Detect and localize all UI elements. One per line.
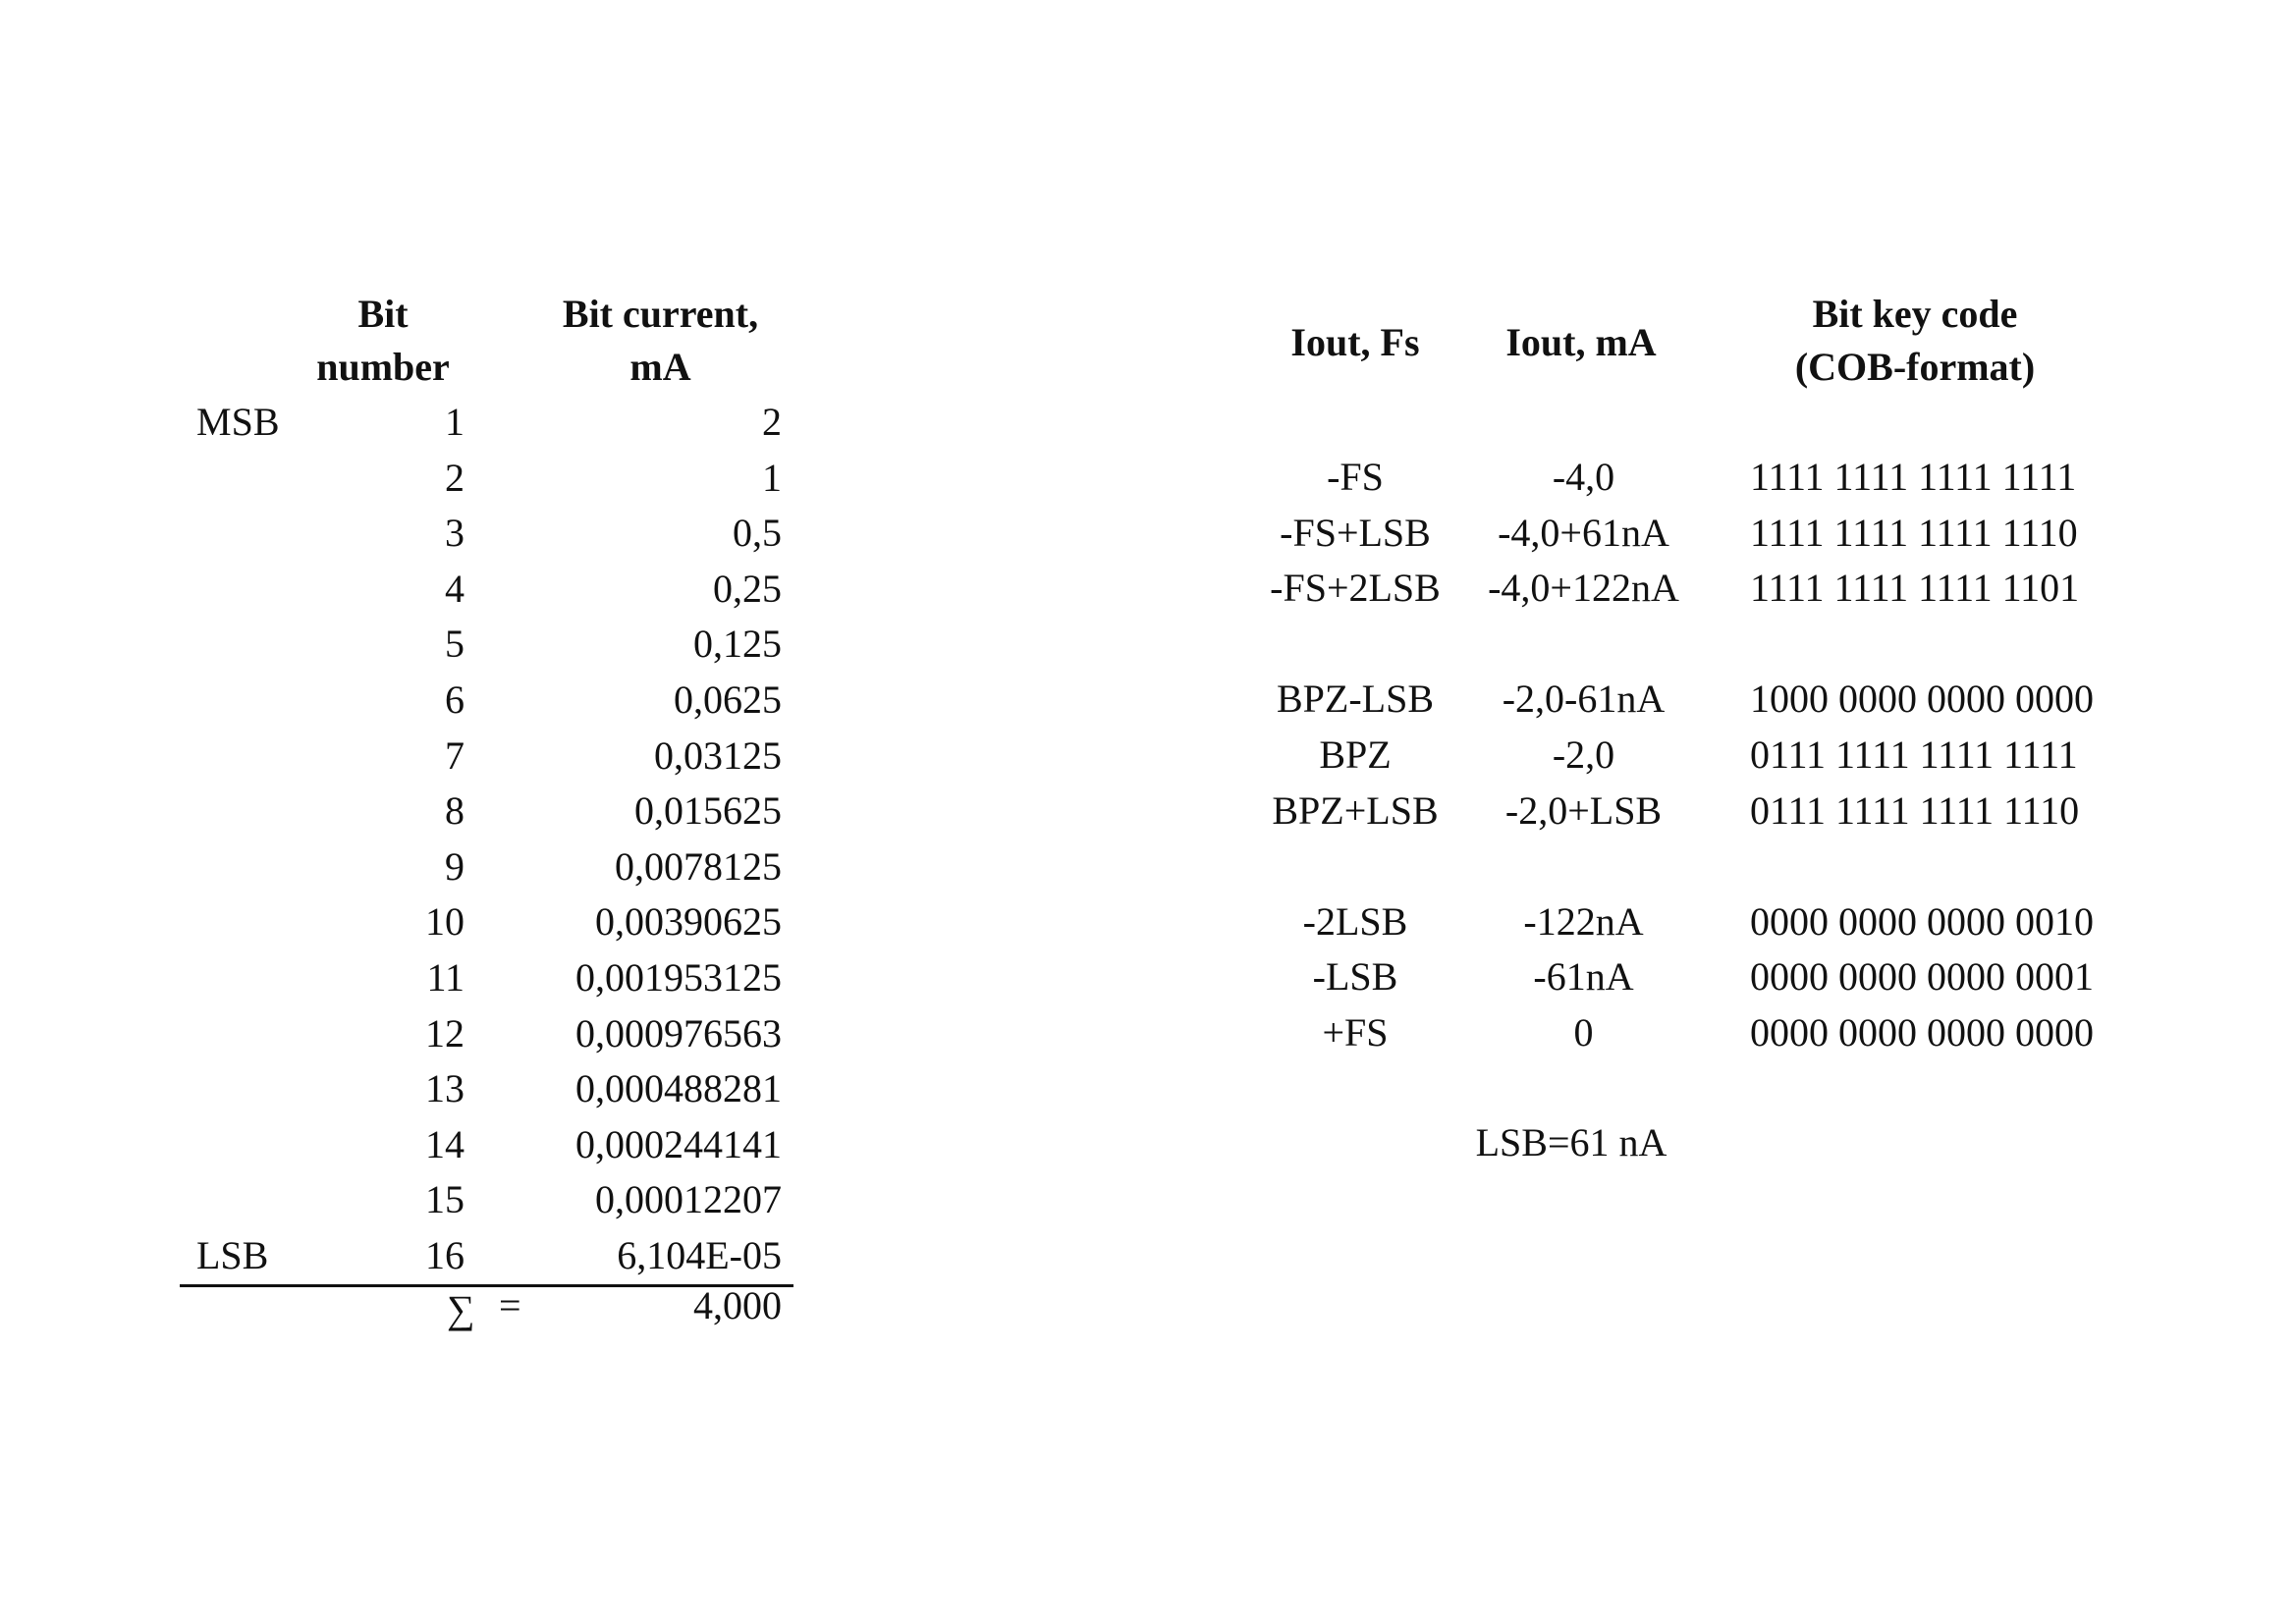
bit-current: 0,000976563 — [575, 1011, 782, 1056]
bit-number: 14 — [425, 1122, 465, 1166]
header-bit-number-line1: Bit — [357, 292, 409, 336]
bit-number: 2 — [445, 456, 465, 500]
bit-current: 0,015625 — [634, 788, 782, 833]
bit-current: 6,104E-05 — [617, 1233, 782, 1277]
bit-current: 0,0078125 — [615, 844, 782, 889]
sum-equals: = — [499, 1283, 521, 1327]
bit-number: 15 — [425, 1177, 465, 1221]
bit-number: 11 — [426, 955, 465, 1000]
bit-current: 0,000488281 — [575, 1066, 782, 1110]
bit-number: 1 — [445, 400, 465, 444]
bit-current: 0,5 — [733, 511, 782, 555]
iout-ma-cell: -4,0+122nA — [1488, 566, 1679, 610]
header-bit-number-line2: number — [316, 345, 450, 389]
bit-number: 13 — [425, 1066, 465, 1110]
iout-fs-cell: BPZ — [1319, 732, 1392, 777]
bit-number: 6 — [445, 677, 465, 722]
bit-number: 8 — [445, 788, 465, 833]
bit-current: 1 — [762, 456, 782, 500]
bit-current: 0,000244141 — [575, 1122, 782, 1166]
bit-current: 0,25 — [713, 567, 782, 611]
iout-fs-cell: -FS+LSB — [1280, 511, 1431, 555]
header-bit-key-code-line2: (COB-format) — [1794, 345, 2036, 389]
sum-symbol: ∑ — [447, 1287, 475, 1331]
sum-value: 4,000 — [693, 1283, 782, 1327]
header-bit-current-line1: Bit current, — [562, 292, 759, 336]
bit-key-code-cell: 0111 1111 1111 1111 — [1750, 732, 2078, 777]
lsb-note: LSB=61 nA — [1475, 1120, 1667, 1164]
iout-fs-cell: -FS+2LSB — [1270, 566, 1441, 610]
bit-marker: MSB — [196, 400, 280, 444]
iout-fs-cell: BPZ-LSB — [1276, 677, 1435, 721]
bit-number: 7 — [445, 733, 465, 778]
iout-ma-cell: -4,0 — [1552, 455, 1615, 499]
bit-number: 5 — [445, 622, 465, 666]
bit-current: 2 — [762, 400, 782, 444]
iout-fs-cell: BPZ+LSB — [1272, 788, 1439, 833]
bit-current: 0,125 — [693, 622, 782, 666]
iout-ma-cell: -4,0+61nA — [1498, 511, 1669, 555]
bit-current: 0,0625 — [674, 677, 782, 722]
bit-key-code-cell: 0111 1111 1111 1110 — [1750, 788, 2080, 833]
bit-key-code-cell: 1000 0000 0000 0000 — [1750, 677, 2094, 721]
iout-ma-cell: -2,0 — [1552, 732, 1615, 777]
bit-current: 0,00012207 — [595, 1177, 782, 1221]
iout-ma-cell: -2,0-61nA — [1502, 677, 1666, 721]
iout-ma-cell: -122nA — [1523, 899, 1644, 944]
bit-marker: LSB — [196, 1233, 269, 1277]
iout-ma-cell: -2,0+LSB — [1504, 788, 1663, 833]
bit-key-code-cell: 0000 0000 0000 0000 — [1750, 1010, 2094, 1055]
bit-key-code-cell: 1111 1111 1111 1101 — [1750, 566, 2080, 610]
bit-key-code-cell: 0000 0000 0000 0010 — [1750, 899, 2094, 944]
bit-key-code-cell: 1111 1111 1111 1110 — [1750, 511, 2078, 555]
header-iout-fs: Iout, Fs — [1290, 320, 1420, 364]
iout-fs-cell: -FS — [1327, 455, 1384, 499]
iout-ma-cell: -61nA — [1533, 954, 1634, 999]
bit-number: 4 — [445, 567, 465, 611]
header-bit-current-line2: mA — [629, 345, 691, 389]
bit-current: 0,00390625 — [595, 899, 782, 944]
iout-ma-cell: 0 — [1573, 1010, 1594, 1055]
bit-key-code-cell: 0000 0000 0000 0001 — [1750, 954, 2094, 999]
bit-number: 9 — [445, 844, 465, 889]
bit-number: 3 — [445, 511, 465, 555]
bit-number: 16 — [425, 1233, 465, 1277]
bit-key-code-cell: 1111 1111 1111 1111 — [1750, 455, 2077, 499]
bit-number: 12 — [425, 1011, 465, 1056]
bit-number: 10 — [425, 899, 465, 944]
iout-fs-cell: -2LSB — [1302, 899, 1408, 944]
bit-current: 0,001953125 — [575, 955, 782, 1000]
iout-fs-cell: +FS — [1322, 1010, 1389, 1055]
iout-fs-cell: -LSB — [1312, 954, 1398, 999]
header-iout-ma: Iout, mA — [1505, 320, 1657, 364]
bit-current: 0,03125 — [654, 733, 782, 778]
header-bit-key-code-line1: Bit key code — [1812, 292, 2018, 336]
